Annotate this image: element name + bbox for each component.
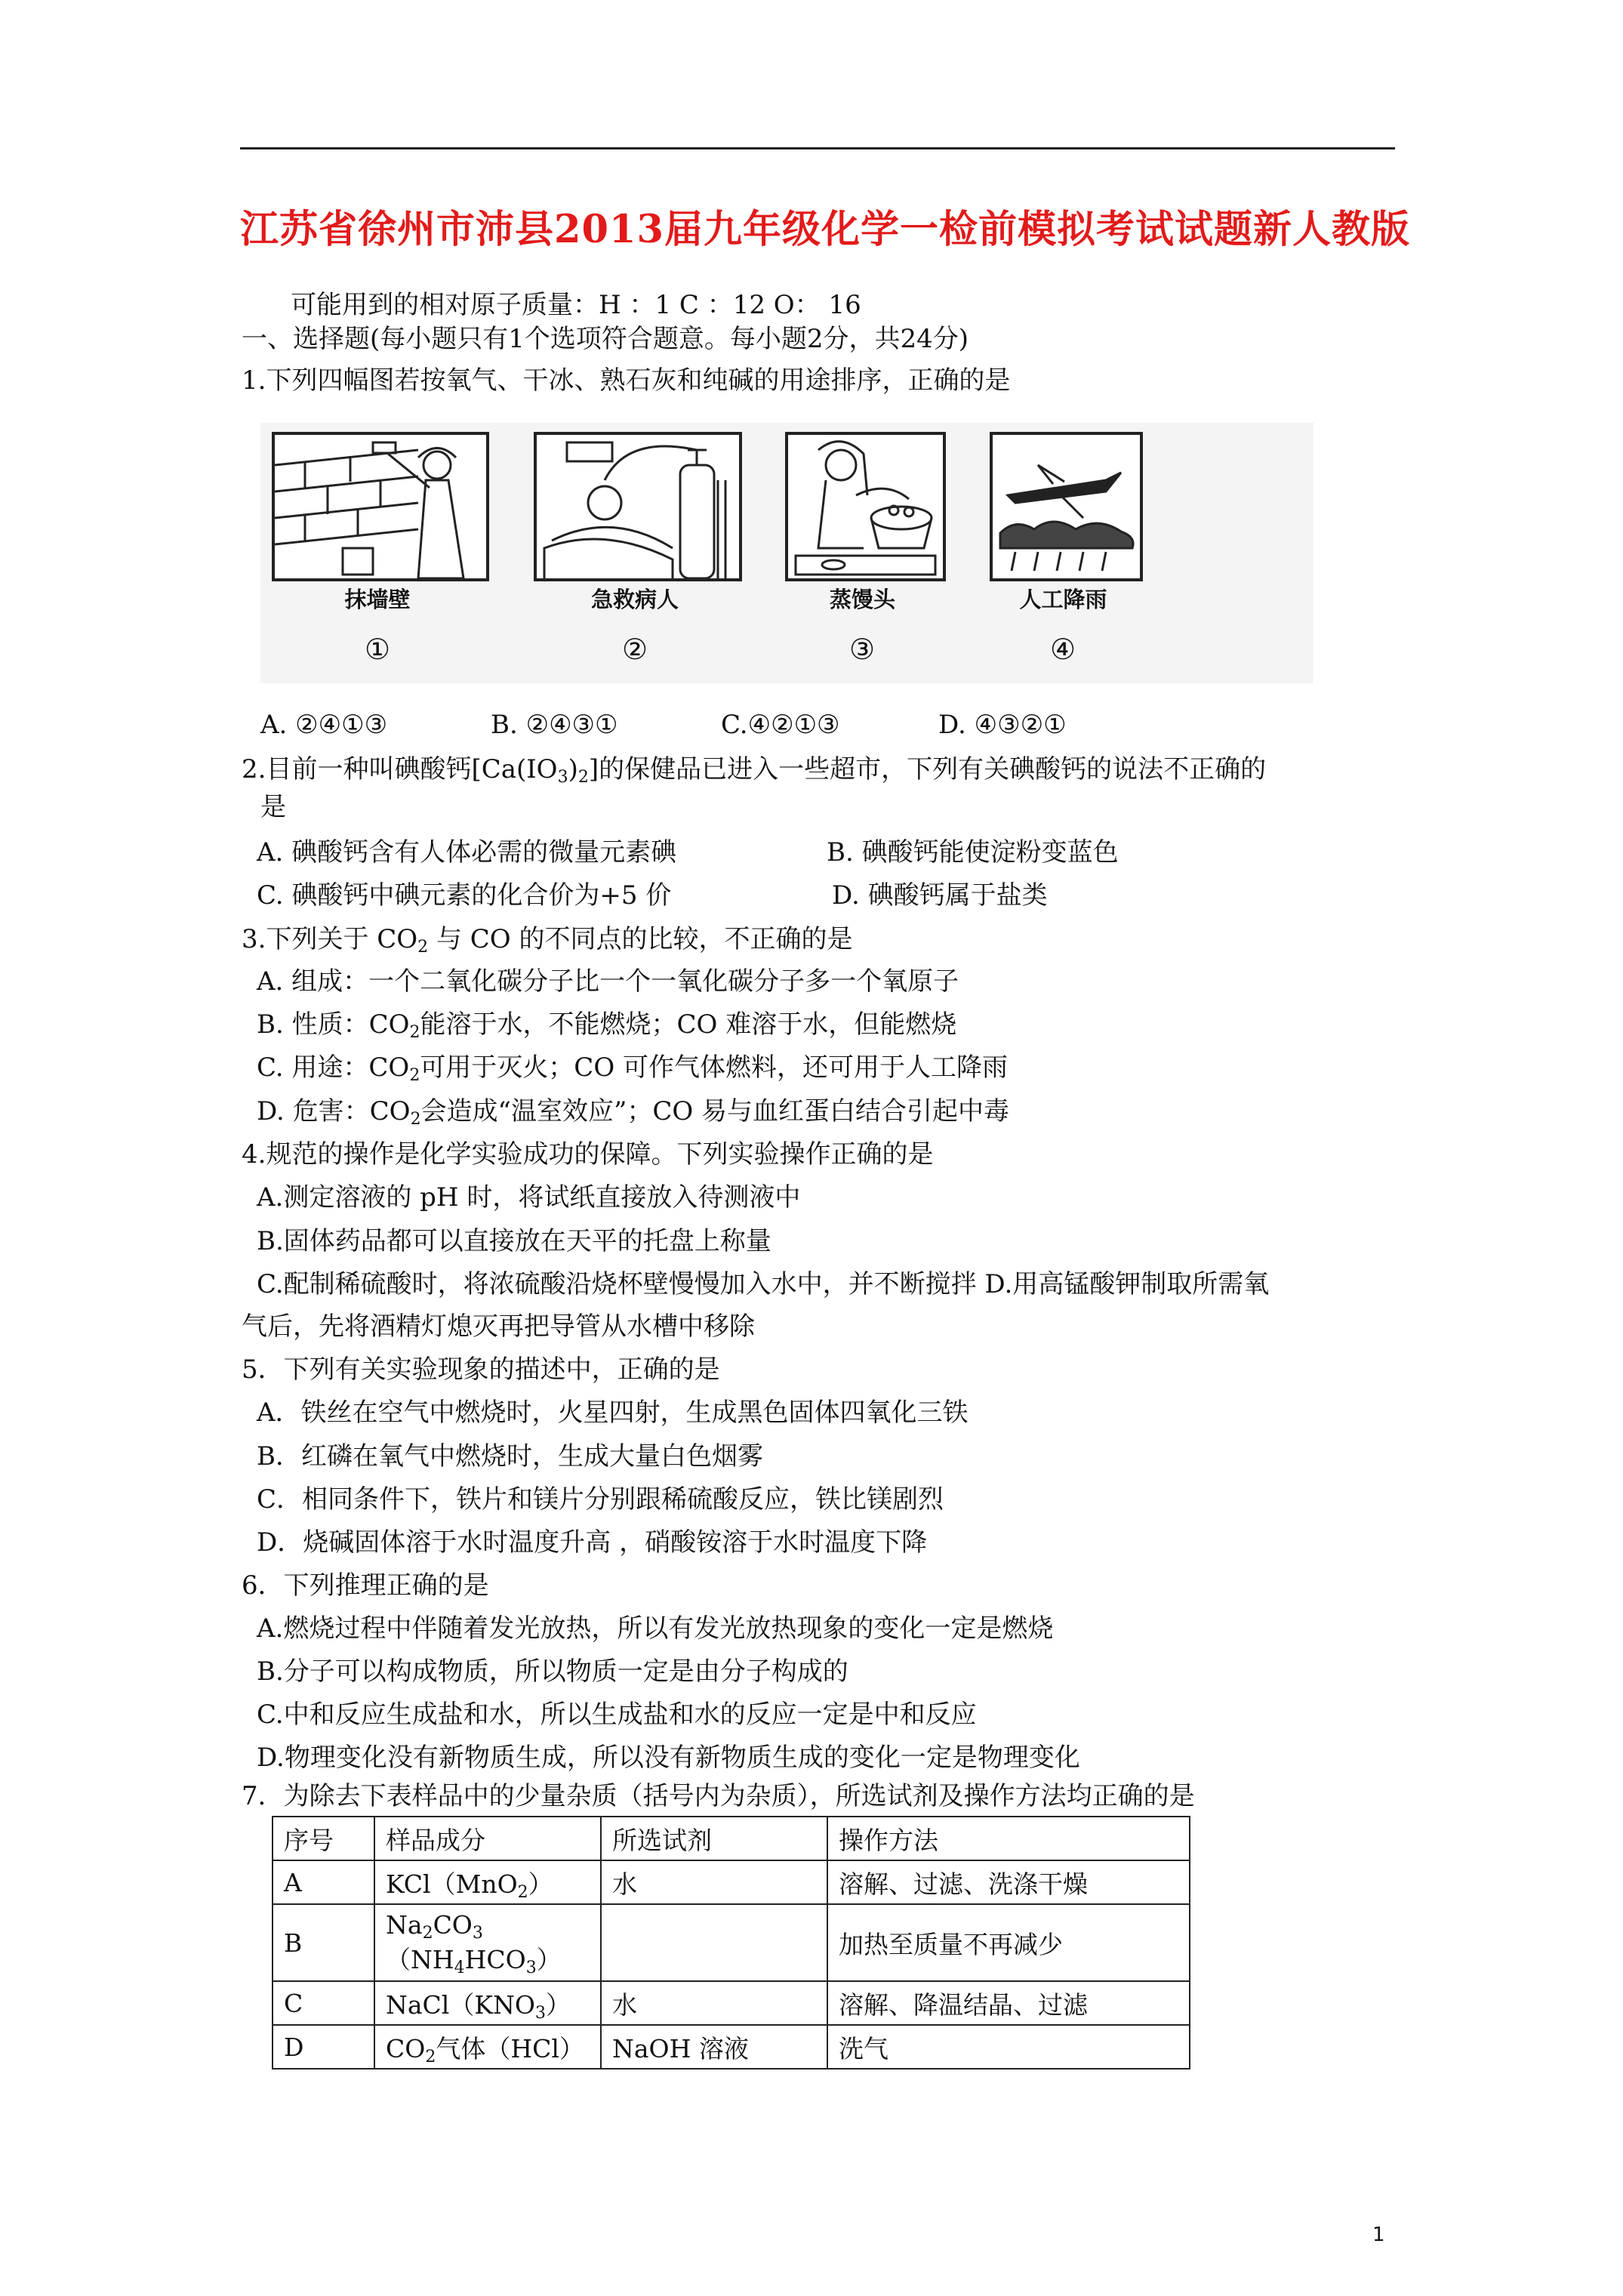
q2-option-c: C. 碘酸钙中碘元素的化合价为+5 价 — [257, 880, 672, 911]
q3-option-d: D. 危害：$CO_2$会造成“温室效应”；CO 易与血红蛋白结合引起中毒 — [257, 1096, 1010, 1129]
table-header-row — [273, 1817, 1190, 1860]
row-sample: $CO_2$气体（HCl） — [374, 2025, 601, 2069]
q2-option-b: B. 碘酸钙能使淀粉变蓝色 — [827, 837, 1119, 868]
q1-figure — [260, 423, 1313, 683]
atomic-mass-line: 可能用到的相对原子质量：H ：1 C ：12 O： 16 — [291, 290, 861, 320]
q6-stem: 6．下列推理正确的是 — [242, 1570, 489, 1601]
row-method: 洗气 — [827, 2025, 1190, 2069]
row-reagent: 水 — [601, 1981, 827, 2025]
caption-1: 抹墙壁 — [344, 587, 411, 612]
q7-stem: 7．为除去下表样品中的少量杂质（括号内为杂质），所选试剂及操作方法均正确的是 — [242, 1781, 1195, 1811]
emergency-patient-illustration — [534, 432, 742, 581]
page-number: 1 — [1372, 2224, 1385, 2246]
artificial-rain-illustration — [990, 432, 1143, 581]
q4-option-d-cont: 气后，先将酒精灯熄灭再把导管从水槽中移除 — [242, 1311, 755, 1342]
q4-stem: 4.规范的操作是化学实验成功的保障。下列实验操作正确的是 — [242, 1139, 934, 1170]
q5-option-d: D．烧碱固体溶于水时温度升高 ，硝酸铵溶于水时温度下降 — [257, 1527, 928, 1558]
table-row — [273, 1860, 1190, 1904]
header-rule — [240, 147, 1395, 149]
q5-option-b: B．红磷在氧气中燃烧时，生成大量白色烟雾 — [257, 1441, 763, 1472]
steamer-icon — [788, 435, 943, 578]
q6-option-a: A.燃烧过程中伴随着发光放热，所以有发光放热现象的变化一定是燃烧 — [257, 1613, 1054, 1644]
q3-option-b: B. 性质：$CO_2$能溶于水，不能燃烧；CO 难溶于水，但能燃烧 — [257, 1009, 957, 1042]
steaming-buns-illustration — [785, 432, 946, 581]
header-cell: 序号 — [273, 1817, 374, 1860]
row-sample: $Na_2CO_3$ $(NH_4HCO_3)$ — [374, 1904, 601, 1981]
label-1: ① — [364, 633, 391, 666]
q1-option-c: C.④②①③ — [721, 710, 840, 740]
row-reagent: NaOH 溶液 — [601, 2025, 827, 2069]
section-heading: 一、选择题(每小题只有1个选项符合题意。每小题2分，共24分) — [242, 324, 969, 354]
q1-option-d: D. ④③②① — [938, 710, 1067, 740]
caption-2: 急救病人 — [590, 587, 679, 612]
row-id: A — [273, 1860, 374, 1904]
plastering-icon — [275, 435, 486, 578]
q2-option-d: D. 碘酸钙属于盐类 — [832, 880, 1048, 911]
q6-option-c: C.中和反应生成盐和水，所以生成盐和水的反应一定是中和反应 — [257, 1700, 977, 1730]
row-id: B — [273, 1904, 374, 1981]
q3-option-a: A. 组成：一个二氧化碳分子比一个一氧化碳分子多一个氧原子 — [257, 966, 959, 997]
label-3: ③ — [848, 633, 876, 666]
row-id: D — [273, 2025, 374, 2069]
q6-option-d: D.物理变化没有新物质生成，所以没有新物质生成的变化一定是物理变化 — [257, 1743, 1080, 1773]
q5-option-a: A．铁丝在空气中燃烧时，火星四射，生成黑色固体四氧化三铁 — [257, 1398, 969, 1428]
q4-option-a: A.测定溶液的 pH 时，将试纸直接放入待测液中 — [257, 1182, 801, 1213]
q2-option-a: A. 碘酸钙含有人体必需的微量元素碘 — [257, 837, 677, 868]
q4-option-b: B.固体药品都可以直接放在天平的托盘上称量 — [257, 1226, 771, 1256]
row-method: 加热至质量不再减少 — [827, 1904, 1190, 1981]
table-row — [273, 2025, 1190, 2069]
header-cell: 所选试剂 — [601, 1817, 827, 1860]
header-cell: 操作方法 — [827, 1817, 1190, 1860]
airplane-icon — [993, 435, 1140, 578]
label-4: ④ — [1049, 633, 1076, 666]
q3-option-c: C. 用途：$CO_2$可用于灭火；CO 可作气体燃料，还可用于人工降雨 — [257, 1052, 1009, 1085]
row-id: C — [273, 1981, 374, 2025]
q1-option-a: A. ②④①③ — [260, 710, 388, 740]
row-sample: KCl（MnO$_2$） — [374, 1860, 601, 1904]
row-method: 溶解、降温结晶、过滤 — [827, 1981, 1190, 2025]
caption-4: 人工降雨 — [1019, 587, 1107, 612]
q3-stem: 3.下列关于 $CO_2$ 与 CO 的不同点的比较，不正确的是 — [242, 924, 853, 957]
q4-option-c: C.配制稀硫酸时，将浓硫酸沿烧杯壁慢慢加入水中，并不断搅拌 D.用高锰酸钾制取所需氧 — [257, 1269, 1270, 1299]
caption-3: 蒸馒头 — [829, 587, 895, 612]
q2-stem-cont: 是 — [260, 792, 286, 822]
row-reagent: 水 — [601, 1860, 827, 1904]
q1-option-b: B. ②④③① — [491, 710, 618, 740]
page-title: 江苏省徐州市沛县2013届九年级化学一检前模拟考试试题新人教版 — [240, 207, 1410, 252]
table-row — [273, 1981, 1190, 2025]
row-sample: $NaCl(KNO_3)$ — [374, 1981, 601, 2025]
q1-stem: 1.下列四幅图若按氧气、干冰、熟石灰和纯碱的用途排序，正确的是 — [242, 365, 1011, 396]
q5-stem: 5．下列有关实验现象的描述中，正确的是 — [242, 1354, 720, 1385]
row-reagent — [601, 1904, 827, 1981]
row-method: 溶解、过滤、洗涤干燥 — [827, 1860, 1190, 1904]
oxygen-tank-icon — [537, 435, 739, 578]
q2-stem: 2.目前一种叫碘酸钙$[Ca(IO_3)_2]$的保健品已进入一些超市，下列有关碘酸钙的说法不正确的 — [242, 754, 1267, 787]
label-2: ② — [621, 633, 648, 666]
q5-option-c: C．相同条件下，铁片和镁片分别跟稀硫酸反应，铁比镁剧烈 — [257, 1484, 944, 1515]
wall-plastering-illustration — [272, 432, 489, 581]
header-cell: 样品成分 — [374, 1817, 601, 1860]
table-row — [273, 1904, 1190, 1981]
q7-table — [272, 1816, 1190, 2069]
q6-option-b: B.分子可以构成物质，所以物质一定是由分子构成的 — [257, 1657, 848, 1687]
